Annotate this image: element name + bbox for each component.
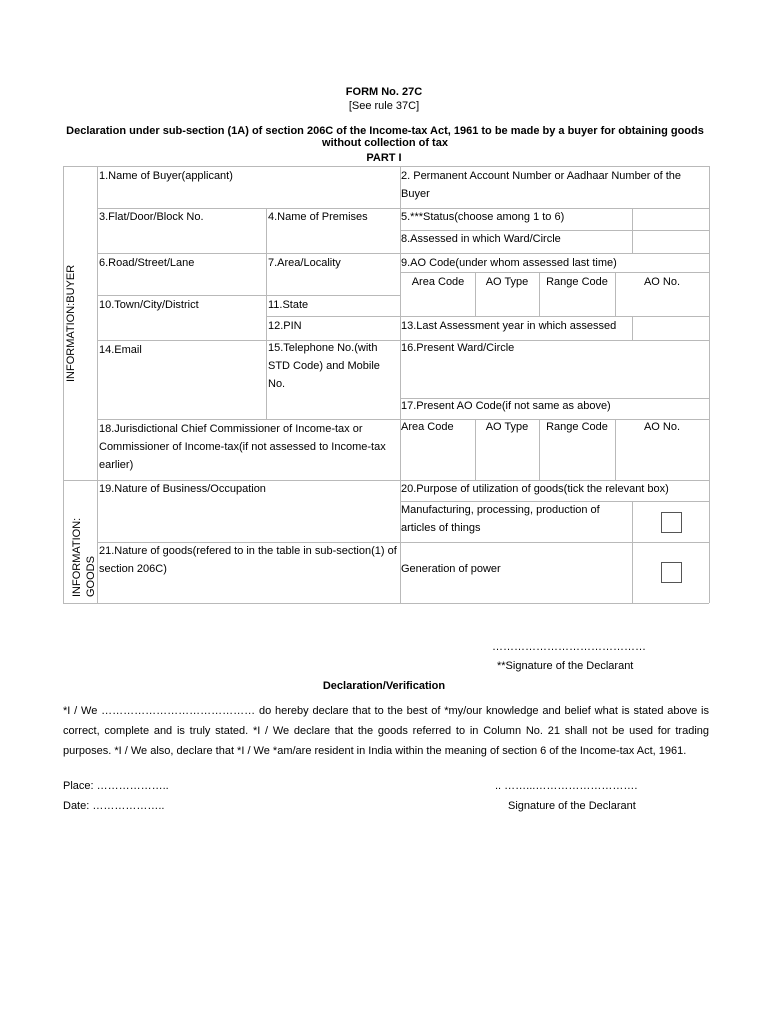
ao17-range-code: Range Code: [546, 421, 608, 433]
declaration-body: *I / We …………………………………… do hereby declare that to the best of *my/our knowledge and belief what is stated above is correct, complete and is truly stated. *I / We declare that the goods referred to in Column No. 21 shall not be used for trading purposes. *I / We also, declare that *I / We *am/are resident in India within the meaning of section 6 of the Income-tax Act, 1961.: [63, 705, 709, 757]
field-6-road-street: 6.Road/Street/Lane: [99, 257, 195, 269]
place-field: Place: ………………..: [63, 780, 169, 792]
signature-line: ……………………………………: [492, 641, 646, 653]
field-7-area-locality: 7.Area/Locality: [268, 257, 341, 269]
declarant-signature-label: Signature of the Declarant: [508, 800, 636, 812]
field-14-email: 14.Email: [99, 344, 142, 356]
field-17-present-ao-code: 17.Present AO Code(if not same as above): [401, 400, 611, 412]
ao9-area-code: Area Code: [411, 276, 465, 288]
field-9-ao-code: 9.AO Code(under whom assessed last time): [401, 257, 617, 269]
field-18-jurisdictional-commissioner: 18.Jurisdictional Chief Commissioner of Income-tax or Commissioner of Income-tax(if not assessed to Income-tax earlier): [99, 423, 386, 471]
field-21-nature-of-goods: 21.Nature of goods(refered to in the table in sub-section(1) of section 206C): [99, 545, 397, 575]
goods-section-label-1: INFORMATION:: [71, 517, 83, 597]
ao17-area-code: Area Code: [401, 421, 454, 433]
field-2-pan-aadhaar: 2. Permanent Account Number or Aadhaar Number of the Buyer: [401, 170, 682, 200]
rule-reference: [See rule 37C]: [348, 100, 420, 112]
field-10-town-city: 10.Town/City/District: [99, 299, 199, 311]
ao17-ao-type: AO Type: [485, 421, 529, 433]
goods-section-label-2: GOODS: [85, 556, 97, 597]
field-8-assessed-ward: 8.Assessed in which Ward/Circle: [401, 233, 561, 245]
field-5-status: 5.***Status(choose among 1 to 6): [401, 211, 565, 223]
ao9-ao-no: AO No.: [643, 276, 681, 288]
declaration-heading: Declaration under sub-section (1A) of section 206C of the Income-tax Act, 1961 to be made by a buyer for obtaining goods without collection of tax: [66, 125, 704, 149]
field-11-state: 11.State: [268, 299, 309, 311]
field-12-pin: 12.PIN: [268, 320, 302, 332]
field-16-present-ward: 16.Present Ward/Circle: [401, 342, 515, 354]
field-15-telephone: 15.Telephone No.(with STD Code) and Mobile No.: [268, 342, 380, 390]
field-13-last-assessment-year: 13.Last Assessment year in which assessed: [401, 320, 617, 332]
purpose-option-manufacturing: Manufacturing, processing, production of articles of things: [401, 504, 600, 534]
field-19-nature-of-business: 19.Nature of Business/Occupation: [99, 483, 266, 495]
field-20-purpose-of-goods: 20.Purpose of utilization of goods(tick the relevant box): [401, 483, 669, 495]
field-4-name-of-premises: 4.Name of Premises: [268, 211, 368, 223]
declaration-verification-title: Declaration/Verification: [322, 680, 446, 692]
ao9-range-code: Range Code: [546, 276, 608, 288]
purpose-option-power: Generation of power: [401, 563, 501, 575]
declarant-signature-line: .. ……...……………………….: [495, 780, 638, 792]
ao9-ao-type: AO Type: [485, 276, 529, 288]
ao17-ao-no: AO No.: [643, 421, 681, 433]
generation-of-power-checkbox[interactable]: [661, 562, 682, 583]
form-number: FORM No. 27C: [345, 86, 423, 98]
date-field: Date: ………………..: [63, 800, 165, 812]
field-3-flat-door: 3.Flat/Door/Block No.: [99, 211, 204, 223]
field-1-name-of-buyer: 1.Name of Buyer(applicant): [99, 170, 233, 182]
part-label: PART I: [366, 152, 402, 164]
signature-label: **Signature of the Declarant: [497, 660, 634, 672]
manufacturing-checkbox[interactable]: [661, 512, 682, 533]
buyer-section-label: INFORMATION:BUYER: [65, 264, 77, 382]
